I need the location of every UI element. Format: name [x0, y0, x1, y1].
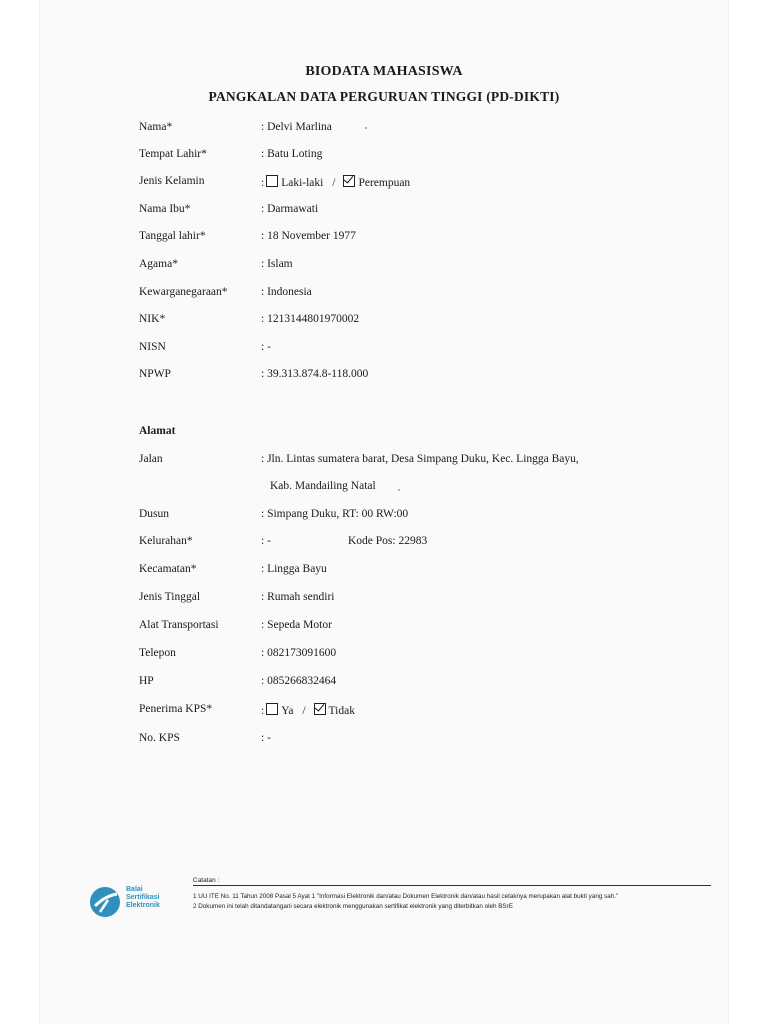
field-value: : -: [261, 732, 271, 744]
field-label: Nama Ibu*: [139, 203, 191, 215]
bsre-logo-text: Balai Sertifikasi Elektronik: [126, 886, 160, 909]
option-label-laki-laki: Laki-laki: [281, 177, 324, 189]
document-subtitle: PANGKALAN DATA PERGURUAN TINGGI (PD-DIKTI): [208, 89, 560, 104]
field-label: Penerima KPS*: [139, 703, 213, 715]
field-value: : 085266832464: [261, 675, 337, 687]
field-value: : Lingga Bayu: [261, 563, 327, 575]
field-value: : Rumah sendiri: [261, 591, 335, 603]
field-value: : Simpang Duku, RT: 00 RW:00: [261, 508, 409, 520]
field-label: Jenis Tinggal: [139, 591, 201, 603]
footer-note-2: 2 Dokumen ini telah ditandatangani secara elektronik menggunakan sertifikat elektronik yang diterbitkan oleh BSrE: [193, 903, 513, 910]
option-separator: /: [332, 177, 336, 189]
field-label: Kewarganegaraan*: [139, 286, 228, 298]
field-value: : Indonesia: [261, 286, 312, 298]
field-colon: :: [261, 177, 265, 189]
field-label: NPWP: [139, 368, 171, 380]
field-value: : 39.313.874.8-118.000: [261, 368, 369, 380]
field-label: NISN: [139, 341, 166, 353]
ya-checkbox[interactable]: [266, 703, 278, 715]
field-value: : 082173091600: [261, 647, 337, 659]
field-value: : 18 November 1977: [261, 230, 356, 242]
footer-note-1: 1 UU ITE No. 11 Tahun 2008 Pasal 5 Ayat 1 "Informasi Elektronik dan/atau Dokumen Elektronik dan/atau hasil cetaknya merupakan alat bukti yang sah.": [193, 893, 619, 900]
field-label: Tempat Lahir*: [139, 148, 207, 160]
field-value: : Delvi Marlina: [261, 121, 332, 133]
field-colon: :: [261, 705, 265, 717]
field-value: : Islam: [261, 258, 293, 270]
perempuan-checkbox[interactable]: [343, 175, 355, 187]
footer-catatan: Catatan :: [193, 877, 220, 884]
scan-speck: [398, 489, 400, 491]
footer-divider: [193, 885, 711, 886]
field-value: [261, 703, 355, 717]
field-label: Jenis Kelamin: [139, 175, 205, 187]
field-label: Agama*: [139, 258, 178, 270]
field-value: : 1213144801970002: [261, 313, 360, 325]
field-label: No. KPS: [139, 732, 180, 744]
field-label: NIK*: [139, 313, 166, 325]
field-label: Kelurahan*: [139, 535, 193, 547]
field-label: Jalan: [139, 453, 163, 465]
field-label: Telepon: [139, 647, 176, 659]
field-value: : -: [261, 535, 271, 547]
field-value: : Jln. Lintas sumatera barat, Desa Simpang Duku, Kec. Lingga Bayu,: [261, 453, 579, 465]
field-label: Alat Transportasi: [139, 619, 219, 631]
option-separator: /: [302, 705, 306, 717]
field-label: Tanggal lahir*: [139, 230, 206, 242]
scan-speck: [365, 127, 367, 129]
kode-pos: Kode Pos: 22983: [348, 535, 428, 547]
laki-laki-checkbox[interactable]: [266, 175, 278, 187]
field-value: Kab. Mandailing Natal: [270, 480, 376, 492]
field-value: : -: [261, 341, 271, 353]
option-label-tidak: Tidak: [328, 705, 355, 717]
field-value: : Darmawati: [261, 203, 319, 215]
document-title: BIODATA MAHASISWA: [305, 64, 463, 79]
bsre-logo-icon: [88, 884, 124, 920]
option-label-ya: Ya: [281, 705, 294, 717]
field-value: [261, 175, 410, 189]
field-label: Dusun: [139, 508, 170, 520]
field-value: : Batu Loting: [261, 148, 323, 160]
section-heading-alamat: Alamat: [139, 425, 176, 437]
field-label: Kecamatan*: [139, 563, 197, 575]
field-value: : Sepeda Motor: [261, 619, 332, 631]
field-label: HP: [139, 675, 154, 687]
tidak-checkbox[interactable]: [314, 703, 326, 715]
option-label-perempuan: Perempuan: [358, 177, 411, 189]
field-label: Nama*: [139, 121, 173, 133]
